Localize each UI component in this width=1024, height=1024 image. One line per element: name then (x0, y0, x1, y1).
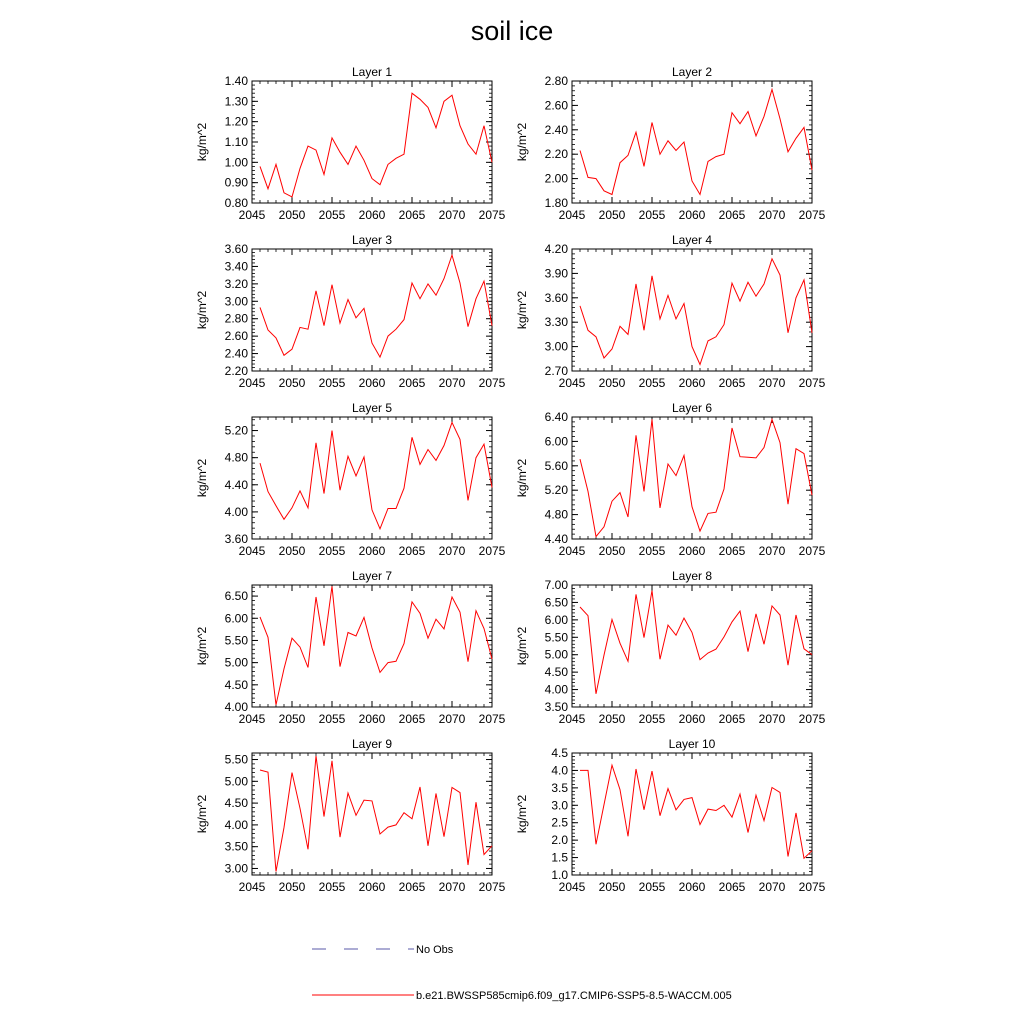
x-tick-label: 2045 (558, 376, 586, 390)
x-tick-label: 2075 (478, 544, 506, 558)
y-axis-label: kg/m^2 (195, 458, 209, 498)
x-tick-label: 2055 (638, 208, 666, 222)
x-tick-label: 2055 (638, 880, 666, 894)
series-line (260, 422, 492, 528)
x-tick-label: 2070 (438, 880, 466, 894)
x-tick-label: 2070 (438, 376, 466, 390)
x-tick-label: 2060 (678, 376, 706, 390)
x-tick-label: 2050 (278, 880, 306, 894)
x-tick-label: 2075 (478, 376, 506, 390)
y-tick-label: 3.60 (224, 532, 248, 546)
x-tick-label: 2060 (358, 376, 386, 390)
panel-title: Layer 3 (351, 233, 393, 247)
x-tick-label: 2050 (278, 208, 306, 222)
y-tick-label: 6.40 (544, 410, 568, 424)
y-tick-label: 5.60 (544, 458, 568, 473)
y-tick-label: 2.80 (224, 311, 248, 326)
panel-title: Layer 10 (668, 737, 716, 751)
y-tick-label: 3.00 (224, 294, 248, 309)
y-tick-label: 4.00 (544, 682, 568, 697)
y-tick-label: 1.40 (224, 74, 248, 88)
x-tick-label: 2065 (718, 208, 746, 222)
x-tick-label: 2060 (678, 544, 706, 558)
panel-title: Layer 6 (671, 401, 713, 415)
panel-layer-10 (515, 737, 826, 894)
x-tick-label: 2050 (278, 376, 306, 390)
x-tick-label: 2070 (758, 544, 786, 558)
panel-layer-1 (195, 65, 506, 222)
x-tick-label: 2045 (238, 880, 266, 894)
y-tick-label: 3.90 (544, 266, 568, 281)
y-tick-label: 3.00 (224, 861, 248, 876)
x-tick-label: 2055 (638, 544, 666, 558)
x-tick-label: 2070 (438, 208, 466, 222)
panel-title: Layer 4 (671, 233, 713, 247)
x-tick-label: 2070 (438, 712, 466, 726)
panel-layer-9 (195, 737, 506, 894)
x-tick-label: 2070 (758, 880, 786, 894)
y-tick-label: 4.40 (224, 477, 248, 492)
y-tick-label: 4.80 (544, 507, 568, 522)
y-tick-label: 1.00 (224, 155, 248, 170)
x-tick-label: 2045 (558, 880, 586, 894)
y-axis-label: kg/m^2 (515, 290, 529, 330)
plot-frame (572, 81, 812, 203)
x-tick-label: 2075 (478, 712, 506, 726)
x-tick-label: 2055 (318, 712, 346, 726)
y-tick-label: 2.60 (224, 329, 248, 344)
legend-model-label: b.e21.BWSSP585cmip6.f09_g17.CMIP6-SSP5-8.5-WACCM.005 (416, 990, 732, 1002)
y-tick-label: 3.20 (224, 276, 248, 291)
panel-title: Layer 1 (351, 65, 393, 79)
x-tick-label: 2075 (478, 208, 506, 222)
plot-frame (252, 417, 492, 539)
x-tick-label: 2070 (758, 208, 786, 222)
y-tick-label: 2.20 (224, 364, 248, 378)
y-tick-label: 4.00 (224, 700, 248, 714)
panel-layer-2 (515, 65, 826, 222)
series-line (260, 756, 492, 872)
y-axis-label: kg/m^2 (515, 122, 529, 162)
x-tick-label: 2050 (278, 712, 306, 726)
y-tick-label: 4.00 (224, 817, 248, 832)
y-tick-label: 1.80 (544, 196, 568, 210)
plot-frame (572, 753, 812, 875)
x-tick-label: 2075 (478, 880, 506, 894)
y-tick-label: 4.50 (224, 796, 248, 811)
x-tick-label: 2045 (558, 544, 586, 558)
series-line (580, 419, 812, 536)
y-tick-label: 1.10 (224, 135, 248, 149)
y-tick-label: 2.20 (544, 147, 568, 162)
panel-title: Layer 5 (351, 401, 393, 415)
x-tick-label: 2065 (718, 880, 746, 894)
series-line (580, 765, 812, 858)
x-tick-label: 2060 (678, 712, 706, 726)
y-tick-label: 4.5 (551, 746, 568, 760)
x-tick-label: 2065 (718, 544, 746, 558)
x-tick-label: 2045 (238, 376, 266, 390)
panel-layer-6 (515, 401, 826, 558)
x-tick-label: 2065 (718, 376, 746, 390)
plot-frame (572, 417, 812, 539)
panel-title: Layer 2 (671, 65, 713, 79)
x-tick-label: 2065 (398, 544, 426, 558)
y-tick-label: 6.00 (224, 611, 248, 626)
x-tick-label: 2060 (358, 880, 386, 894)
y-tick-label: 4.0 (551, 763, 568, 778)
y-tick-label: 3.50 (224, 839, 248, 854)
y-tick-label: 7.00 (544, 578, 568, 592)
x-tick-label: 2070 (438, 544, 466, 558)
x-tick-label: 2045 (558, 712, 586, 726)
y-tick-label: 2.00 (544, 171, 568, 186)
series-line (580, 259, 812, 365)
y-tick-label: 2.5 (551, 815, 568, 830)
x-tick-label: 2055 (318, 208, 346, 222)
series-line (580, 591, 812, 694)
x-tick-label: 2050 (598, 544, 626, 558)
y-tick-label: 5.00 (224, 774, 248, 789)
y-tick-label: 6.00 (544, 434, 568, 449)
y-tick-label: 0.80 (224, 196, 248, 210)
series-line (580, 90, 812, 195)
figure-title: soil ice (470, 16, 554, 46)
y-tick-label: 3.0 (551, 798, 568, 813)
x-tick-label: 2065 (398, 208, 426, 222)
y-axis-label: kg/m^2 (195, 290, 209, 330)
x-tick-label: 2075 (798, 880, 826, 894)
x-tick-label: 2075 (798, 376, 826, 390)
y-tick-label: 0.90 (224, 175, 248, 190)
y-tick-label: 5.50 (224, 752, 248, 767)
x-tick-label: 2045 (238, 208, 266, 222)
x-tick-label: 2075 (798, 712, 826, 726)
panel-layer-4 (515, 233, 826, 390)
y-tick-label: 4.50 (544, 665, 568, 680)
panel-layer-5 (195, 401, 506, 558)
x-tick-label: 2060 (678, 208, 706, 222)
series-line (260, 586, 492, 705)
x-tick-label: 2055 (318, 376, 346, 390)
y-axis-label: kg/m^2 (515, 458, 529, 498)
panel-layer-3 (195, 233, 506, 390)
y-axis-label: kg/m^2 (515, 626, 529, 666)
y-tick-label: 5.50 (544, 630, 568, 645)
x-tick-label: 2045 (238, 712, 266, 726)
y-tick-label: 2.40 (224, 346, 248, 361)
y-tick-label: 2.0 (551, 833, 568, 848)
series-line (260, 255, 492, 357)
y-tick-label: 1.30 (224, 94, 248, 109)
y-tick-label: 3.60 (224, 242, 248, 256)
y-axis-label: kg/m^2 (515, 794, 529, 834)
plot-frame (252, 753, 492, 875)
x-tick-label: 2065 (718, 712, 746, 726)
x-tick-label: 2055 (638, 376, 666, 390)
x-tick-label: 2050 (598, 208, 626, 222)
x-tick-label: 2060 (678, 880, 706, 894)
x-tick-label: 2045 (558, 208, 586, 222)
y-tick-label: 2.70 (544, 364, 568, 378)
y-tick-label: 5.00 (544, 647, 568, 662)
x-tick-label: 2060 (358, 712, 386, 726)
x-tick-label: 2065 (398, 712, 426, 726)
y-tick-label: 2.60 (544, 98, 568, 113)
y-tick-label: 1.20 (224, 114, 248, 129)
plot-frame (252, 81, 492, 203)
x-tick-label: 2050 (598, 376, 626, 390)
y-tick-label: 5.20 (544, 483, 568, 498)
y-tick-label: 2.40 (544, 122, 568, 137)
x-tick-label: 2065 (398, 880, 426, 894)
x-tick-label: 2070 (758, 376, 786, 390)
y-tick-label: 1.0 (551, 868, 568, 882)
x-tick-label: 2050 (598, 880, 626, 894)
y-tick-label: 4.50 (224, 677, 248, 692)
y-tick-label: 3.60 (544, 290, 568, 305)
y-tick-label: 3.40 (224, 259, 248, 274)
y-tick-label: 4.40 (544, 532, 568, 546)
legend-obs-label: No Obs (416, 944, 454, 956)
panel-title: Layer 9 (351, 737, 393, 751)
plot-frame (252, 585, 492, 707)
series-line (260, 93, 492, 197)
x-tick-label: 2055 (638, 712, 666, 726)
y-tick-label: 4.20 (544, 242, 568, 256)
y-tick-label: 1.5 (551, 850, 568, 865)
panel-layer-7 (195, 569, 506, 726)
y-tick-label: 6.50 (224, 589, 248, 604)
y-axis-label: kg/m^2 (195, 626, 209, 666)
x-tick-label: 2075 (798, 544, 826, 558)
x-tick-label: 2050 (278, 544, 306, 558)
y-tick-label: 6.00 (544, 612, 568, 627)
x-tick-label: 2045 (238, 544, 266, 558)
plot-frame (572, 585, 812, 707)
y-tick-label: 4.00 (224, 504, 248, 519)
y-tick-label: 6.50 (544, 595, 568, 610)
y-axis-label: kg/m^2 (195, 122, 209, 162)
y-tick-label: 3.50 (544, 700, 568, 714)
x-tick-label: 2065 (398, 376, 426, 390)
y-tick-label: 2.80 (544, 74, 568, 88)
y-tick-label: 5.50 (224, 633, 248, 648)
y-axis-label: kg/m^2 (195, 794, 209, 834)
y-tick-label: 3.00 (544, 339, 568, 354)
x-tick-label: 2075 (798, 208, 826, 222)
panel-title: Layer 7 (351, 569, 393, 583)
y-tick-label: 5.00 (224, 655, 248, 670)
y-tick-label: 4.80 (224, 450, 248, 465)
y-tick-label: 5.20 (224, 423, 248, 438)
x-tick-label: 2060 (358, 544, 386, 558)
panel-layer-8 (515, 569, 826, 726)
panel-title: Layer 8 (671, 569, 713, 583)
y-tick-label: 3.5 (551, 780, 568, 795)
x-tick-label: 2050 (598, 712, 626, 726)
x-tick-label: 2055 (318, 880, 346, 894)
x-tick-label: 2070 (758, 712, 786, 726)
y-tick-label: 3.30 (544, 315, 568, 330)
x-tick-label: 2060 (358, 208, 386, 222)
x-tick-label: 2055 (318, 544, 346, 558)
